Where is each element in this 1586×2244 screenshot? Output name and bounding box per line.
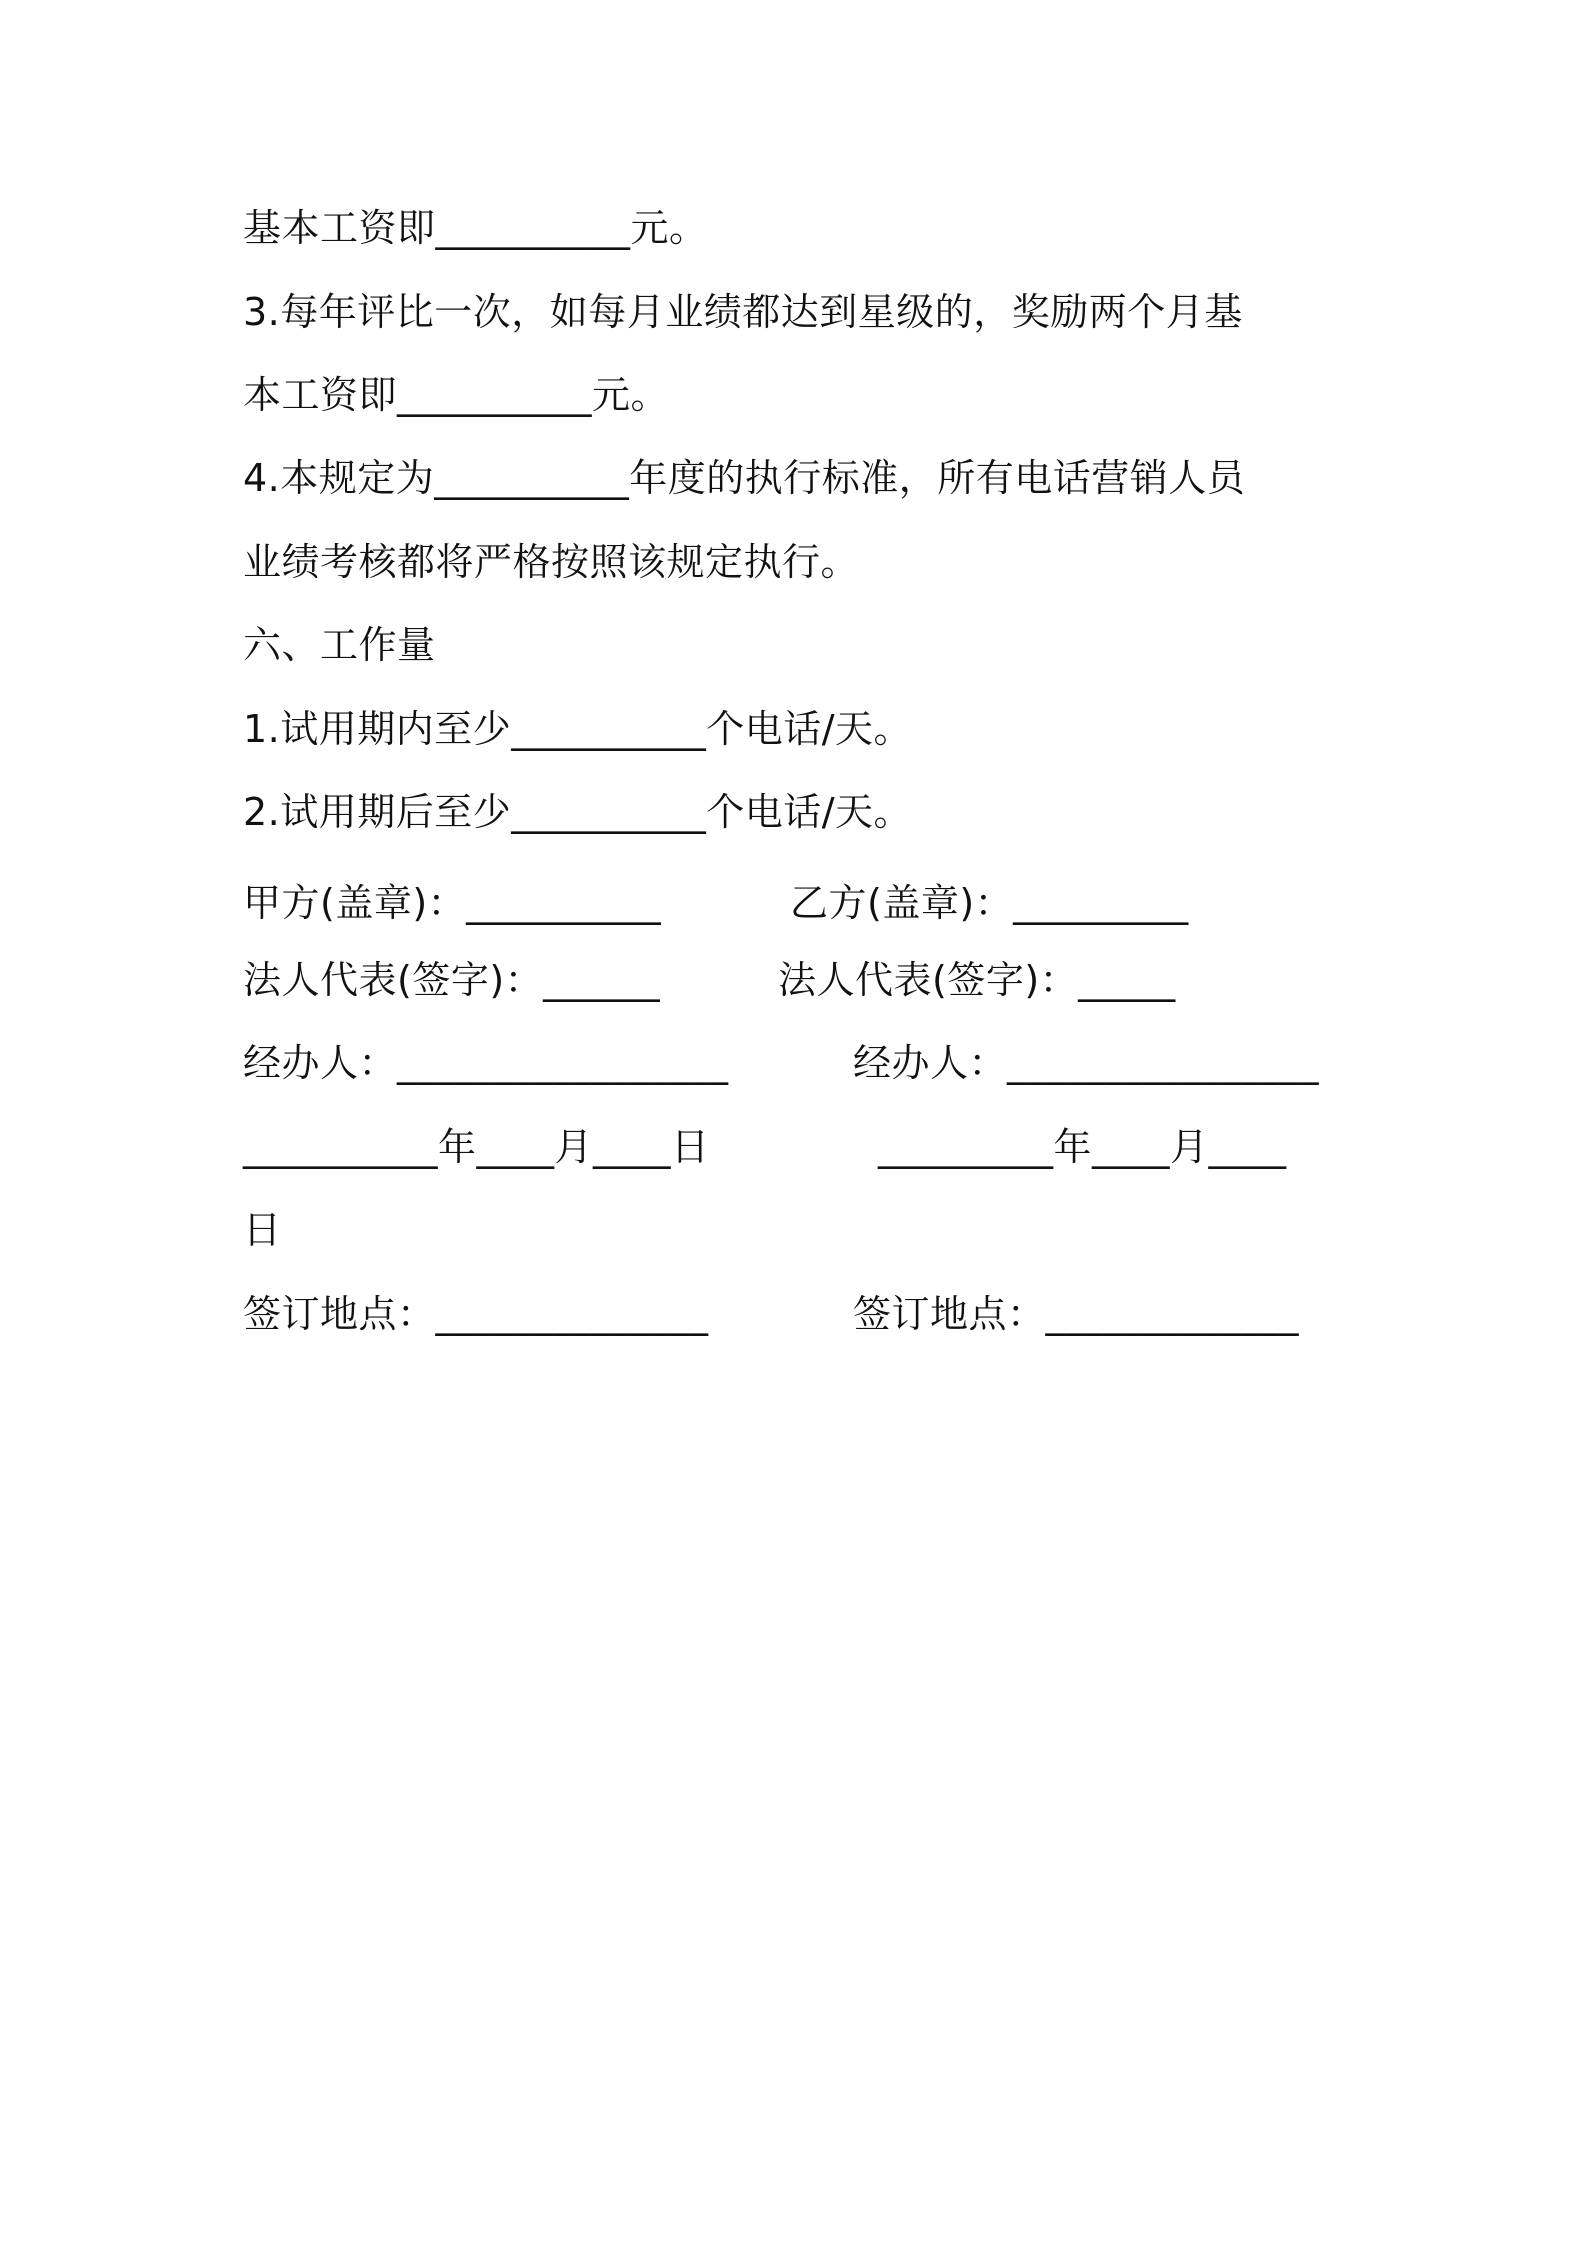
text-line-rule-3: 3.每年评比一次，如每月业绩都达到星级的，奖励两个月基 [243, 290, 1243, 334]
handler-b-field: 经办人：________________ [853, 1041, 1320, 1085]
text-line-workload-2: 2.试用期后至少__________个电话/天。 [243, 790, 913, 834]
text-line-rule-4-cont: 业绩考核都将严格按照该规定执行。 [243, 540, 860, 584]
legal-rep-b-field: 法人代表(签字)：_____ [778, 958, 1176, 1002]
party-b-seal-field: 乙方(盖章)：_________ [790, 881, 1189, 925]
date-b-day-wrap: 日 [243, 1208, 282, 1252]
text-line-basic-salary: 基本工资即__________元。 [243, 206, 708, 250]
signing-place-a-field: 签订地点：______________ [243, 1292, 709, 1336]
date-a-field: __________年____月____日 [243, 1125, 710, 1169]
date-b-field: _________年____月____ [878, 1125, 1287, 1169]
text-line-rule-4: 4.本规定为__________年度的执行标准，所有电话营销人员 [243, 456, 1246, 500]
text-line-workload-1: 1.试用期内至少__________个电话/天。 [243, 707, 913, 751]
handler-a-field: 经办人：_________________ [243, 1041, 729, 1085]
section-heading-workload: 六、工作量 [243, 623, 436, 667]
legal-rep-a-field: 法人代表(签字)：______ [243, 958, 661, 1002]
text-line-rule-3-cont: 本工资即__________元。 [243, 373, 670, 417]
party-a-seal-field: 甲方(盖章)：__________ [243, 881, 662, 925]
signing-place-b-field: 签订地点：_____________ [853, 1292, 1300, 1336]
